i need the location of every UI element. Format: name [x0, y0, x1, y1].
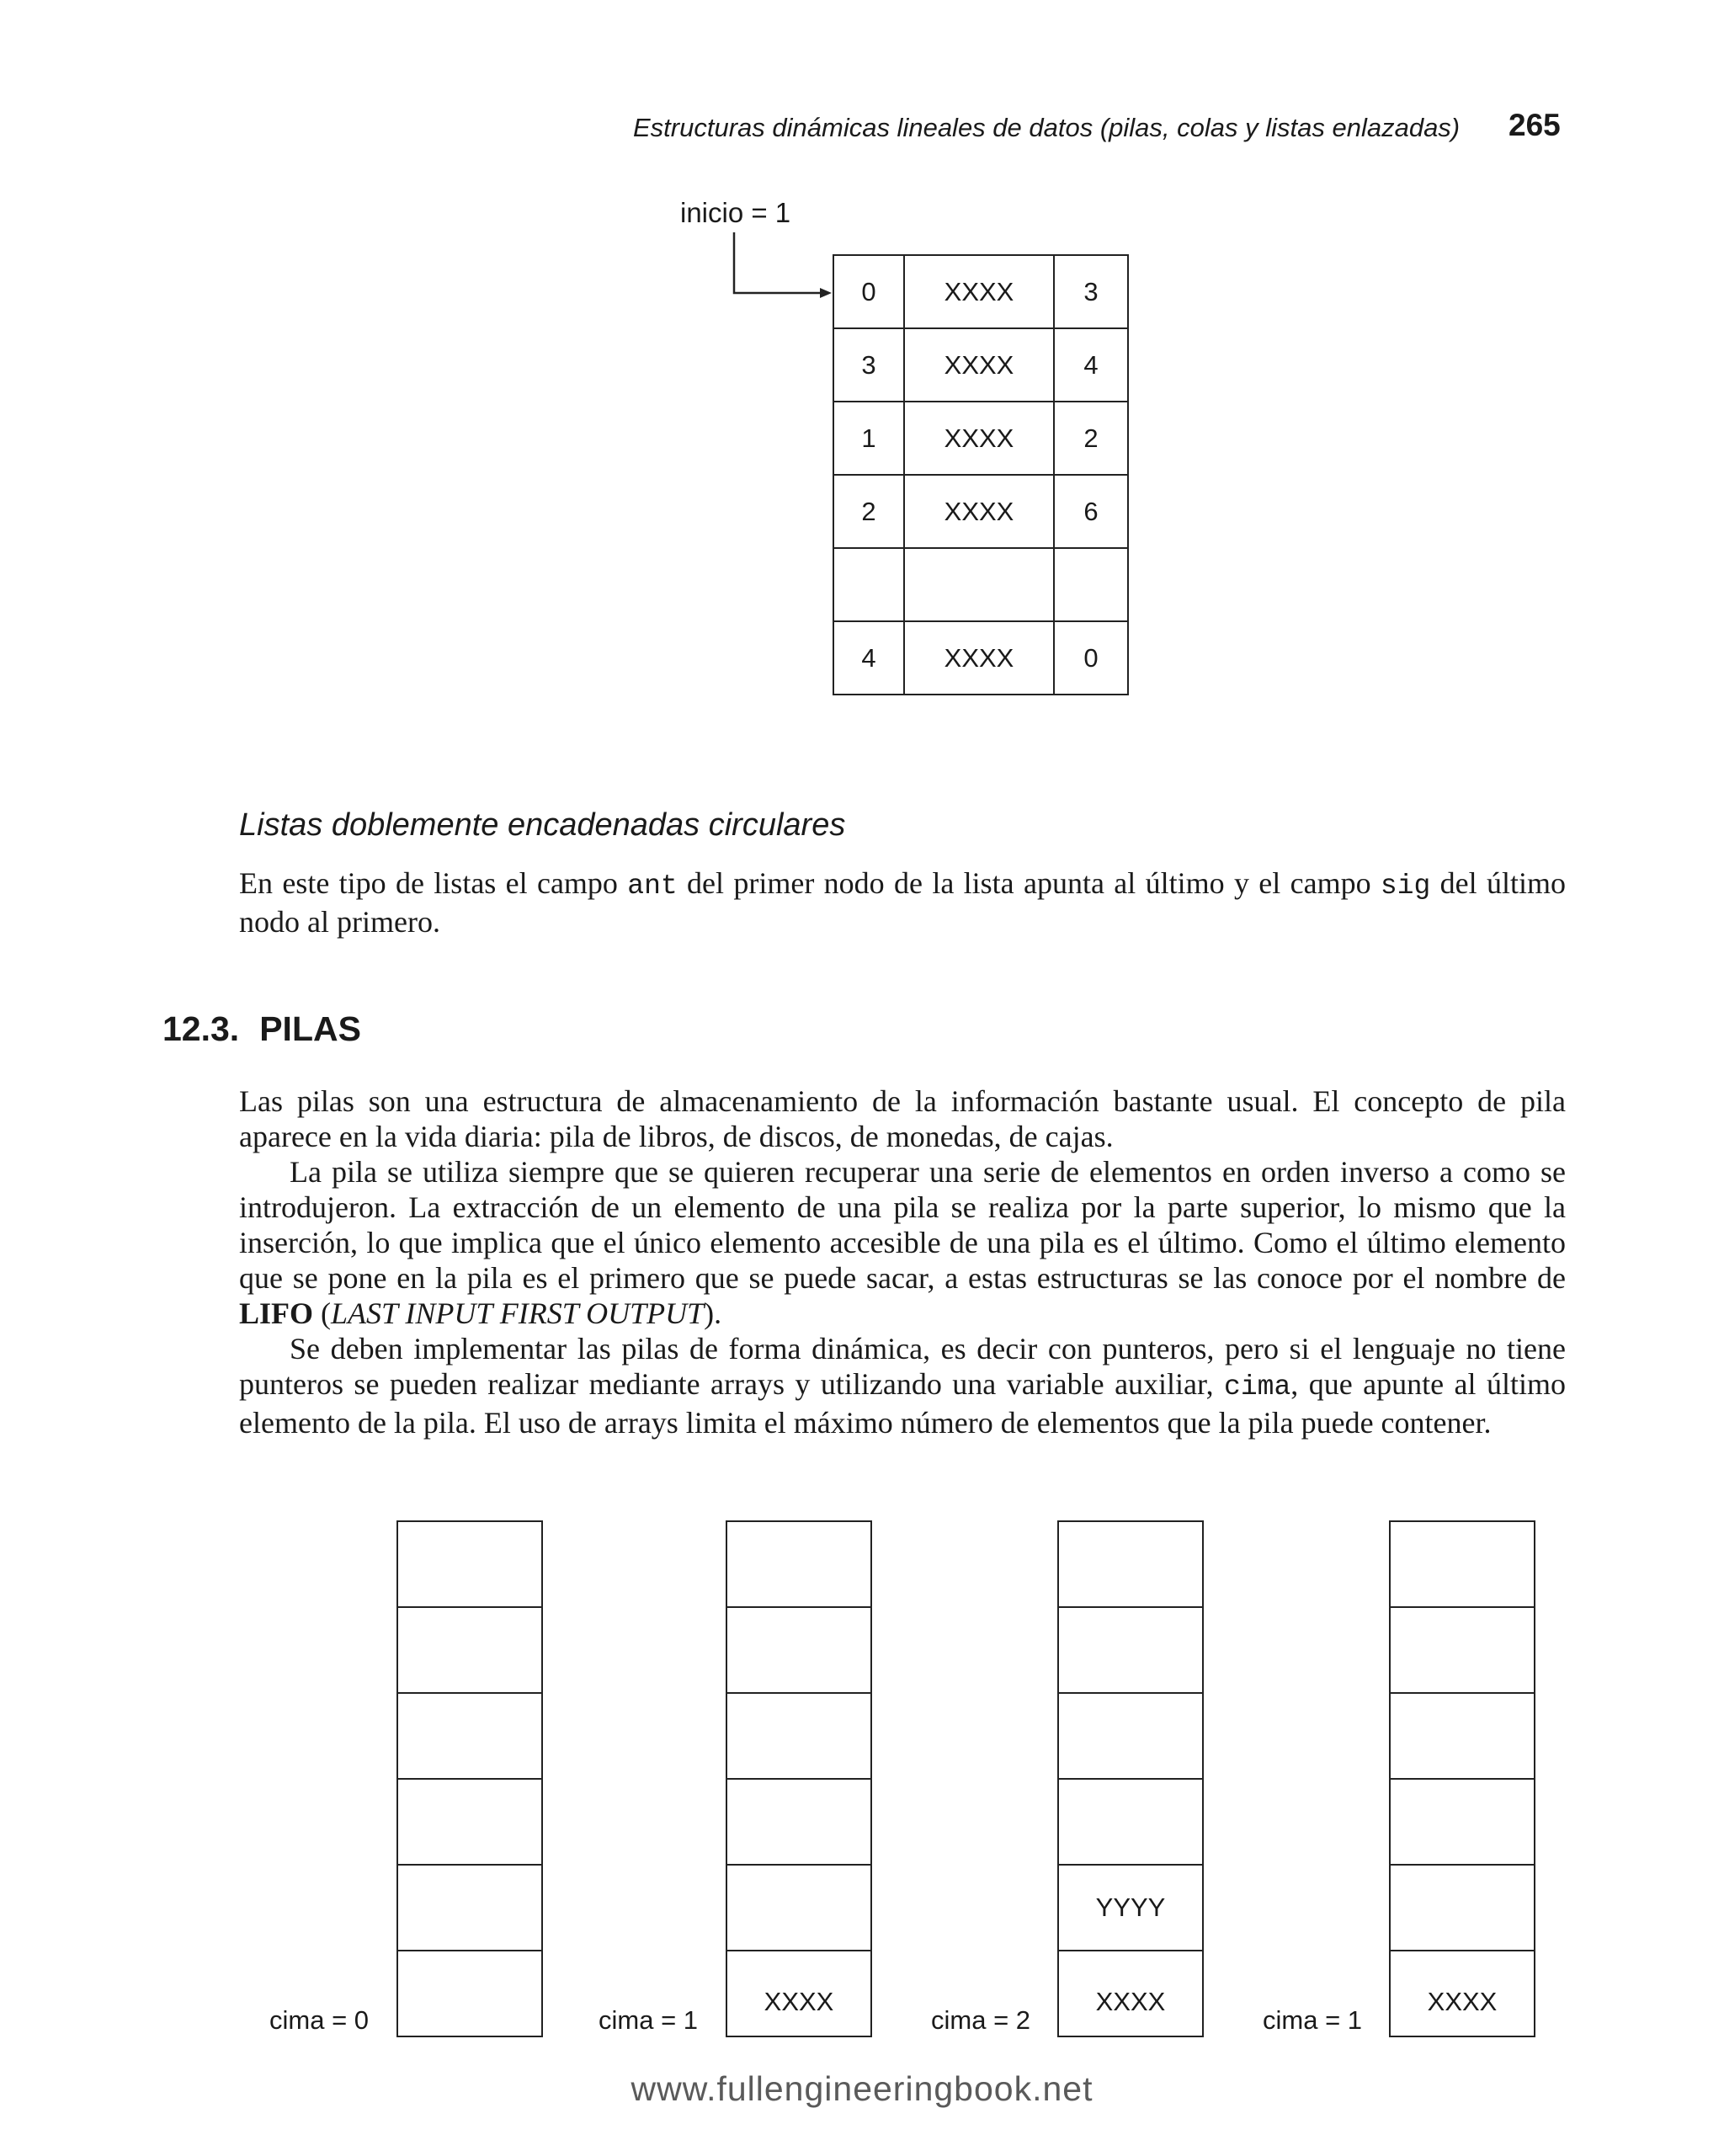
section-heading [162, 1009, 361, 1049]
linked-list-array-table [833, 254, 1129, 695]
data-cell [904, 548, 1054, 621]
index-cell [833, 548, 904, 621]
stack-cell: XXXX [1095, 1987, 1166, 2016]
stack-cell [398, 1866, 541, 1951]
stack-cell: XXXX [764, 1987, 834, 2016]
stack-label-3: cima = 2 [931, 2005, 1031, 2035]
stack-diagram-2 [726, 1520, 872, 2037]
stack-label-4: cima = 1 [1263, 2005, 1363, 2035]
list-row [833, 328, 1128, 402]
start-pointer-label: inicio = 1 [680, 197, 791, 228]
data-cell: XXXX [904, 255, 1054, 328]
running-header-title: Estructuras dinámicas lineales de datos (pilas, colas y listas enlazadas) [633, 113, 1461, 142]
stack-cell [727, 1694, 870, 1780]
stack-cell [727, 1780, 870, 1866]
next-cell: 2 [1054, 402, 1128, 475]
stack-cell [398, 1522, 541, 1608]
list-row [833, 475, 1128, 548]
paragraph-2: La pila se utiliza siempre que se quieren recuperar una serie de elementos en orden inverso a como se introdujeron. La extracción de un elemento de una pila se realiza por la parte superior, lo mismo que la inserción, lo que implica que el único elemento accesible de una pila es el último. Como el último elemento que se pone en la pila es el primero que se puede sacar, a estas estructuras se las conoce por el nombre de LIFO (LAST INPUT FIRST OUTPUT). [239, 1155, 1566, 1330]
index-cell: 4 [833, 621, 904, 695]
stack-cell [727, 1522, 870, 1608]
stack-label-2: cima = 1 [599, 2005, 699, 2035]
stack-cell [398, 1780, 541, 1866]
next-cell: 0 [1054, 621, 1128, 695]
stack-diagram-1 [396, 1520, 543, 2037]
next-cell: 3 [1054, 255, 1128, 328]
stack-diagram-3 [1057, 1520, 1204, 2037]
stack-cell [1059, 1694, 1202, 1780]
section-number: 12.3. [162, 1009, 240, 1048]
pilas-body-text [239, 1083, 1566, 1440]
stack-cell [1391, 1866, 1534, 1951]
list-row [833, 402, 1128, 475]
stack-cell: YYYY [1059, 1866, 1202, 1951]
list-row [833, 255, 1128, 328]
stack-cell [398, 1608, 541, 1694]
lifo-expansion: LAST INPUT FIRST OUTPUT [331, 1296, 705, 1330]
stack-cell: XXXX [1427, 1987, 1498, 2016]
index-cell: 1 [833, 402, 904, 475]
stack-cell [1059, 1780, 1202, 1866]
circular-list-paragraph: En este tipo de listas el campo ant del primer nodo de la lista apunta al último y el campo sig del último nodo al primero. [239, 866, 1566, 939]
code-cima: cima [1224, 1371, 1291, 1403]
stack-cell [1059, 1522, 1202, 1608]
code-sig: sig [1380, 870, 1431, 902]
stack-diagram-4 [1389, 1520, 1535, 2037]
stack-cell [727, 1608, 870, 1694]
section-title: PILAS [259, 1009, 361, 1048]
stack-cell [1391, 1694, 1534, 1780]
page-number: 265 [1508, 108, 1561, 142]
stack-cell [1391, 1522, 1534, 1608]
index-cell: 0 [833, 255, 904, 328]
paragraph-1: Las pilas son una estructura de almacenamiento de la información bastante usual. El concepto de pila aparece en la vida diaria: pila de libros, de discos, de monedas, de cajas. [239, 1084, 1566, 1153]
next-cell [1054, 548, 1128, 621]
stack-cell [1059, 1608, 1202, 1694]
code-ant: ant [627, 870, 678, 902]
data-cell: XXXX [904, 475, 1054, 548]
stack-cell [398, 1694, 541, 1780]
index-cell: 3 [833, 328, 904, 402]
stack-cell [398, 1951, 541, 2036]
watermark-url: www.fullengineeringbook.net [631, 2069, 1093, 2108]
next-cell: 6 [1054, 475, 1128, 548]
data-cell: XXXX [904, 402, 1054, 475]
start-pointer-arrow [724, 226, 842, 301]
stack-cell [1391, 1780, 1534, 1866]
paragraph-3: Se deben implementar las pilas de forma dinámica, es decir con punteros, pero si el lenguaje no tiene punteros se pueden realizar mediante arrays y utilizando una variable auxiliar, cima, que apunte al último elemento de la pila. El uso de arrays limita el máximo número de elementos que la pila puede contener. [239, 1332, 1566, 1440]
stack-cell [727, 1866, 870, 1951]
data-cell: XXXX [904, 328, 1054, 402]
list-row [833, 621, 1128, 695]
subsection-title: Listas doblemente encadenadas circulares [239, 807, 846, 843]
stack-label-1: cima = 0 [269, 2005, 370, 2035]
list-row [833, 548, 1128, 621]
index-cell: 2 [833, 475, 904, 548]
next-cell: 4 [1054, 328, 1128, 402]
data-cell: XXXX [904, 621, 1054, 695]
stack-cell [1391, 1608, 1534, 1694]
lifo-term: LIFO [239, 1296, 314, 1330]
